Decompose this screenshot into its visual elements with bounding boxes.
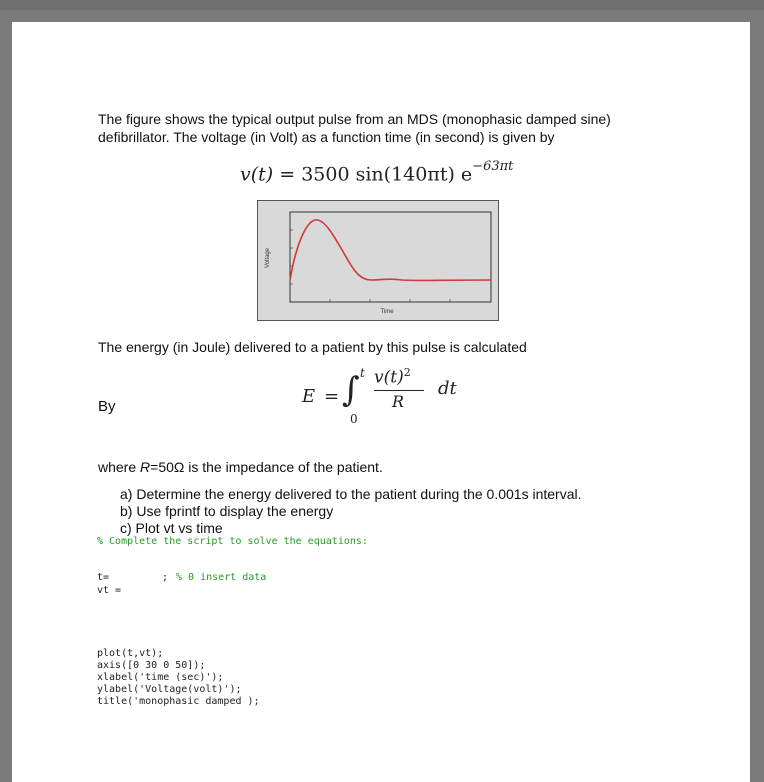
voltage-equation <box>240 159 514 186</box>
where-prefix: where <box>98 459 141 475</box>
fraction-bar <box>374 390 424 391</box>
energy-text: The energy (in Joule) delivered to a patient by this pulse is calculated <box>98 339 527 355</box>
energy-equation <box>302 366 472 428</box>
energy-equation-lhs: E <box>302 386 316 407</box>
figure-ylabel: Voltage <box>265 247 271 269</box>
integral-upper-limit: t <box>360 366 365 380</box>
task-item-a: a) Determine the energy delivered to the patient during the 0.001s interval. <box>120 486 582 502</box>
numerator-text: v(t) <box>374 367 404 388</box>
code-plot-line-1: plot(t,vt); <box>97 648 164 659</box>
task-list <box>120 486 582 537</box>
integral-sign: ∫ <box>342 370 360 410</box>
pulse-figure <box>257 200 499 321</box>
voltage-equation-lhs: v(t) <box>240 163 274 186</box>
code-vt-line: vt = <box>97 585 122 596</box>
code-header-comment: % Complete the script to solve the equations: <box>97 536 368 547</box>
voltage-equation-rhs: = 3500 sin(140πt) e <box>279 163 473 186</box>
integral-lower-limit: 0 <box>350 412 358 426</box>
code-t-line: t= <box>97 572 110 583</box>
code-t-semicolon: ; <box>162 572 169 583</box>
intro-line-1: The figure shows the typical output pulse from an MDS (monophasic damped sine) <box>98 111 611 127</box>
numerator-power: 2 <box>403 366 411 379</box>
document-page <box>12 22 750 782</box>
code-t-comment: % 0 insert data <box>176 572 267 583</box>
integral-differential: dt <box>438 378 457 399</box>
figure-xlabel: Time <box>380 309 394 315</box>
plot-area <box>290 212 491 302</box>
where-rest: =50Ω is the impedance of the patient. <box>150 459 383 475</box>
code-plot-line-2: axis([0 30 0 50]); <box>97 660 206 671</box>
code-plot-line-3: xlabel('time (sec)'); <box>97 672 224 683</box>
code-plot-line-4: ylabel('Voltage(volt)'); <box>97 684 242 695</box>
energy-equation-equals: = <box>324 386 340 407</box>
window-top-bar <box>0 0 764 10</box>
code-plot-line-5: title('monophasic damped ); <box>97 696 260 707</box>
by-label: By <box>98 398 116 415</box>
task-item-c: c) Plot vt vs time <box>120 520 223 536</box>
voltage-equation-exponent: −63πt <box>472 159 514 174</box>
intro-line-2: defibrillator. The voltage (in Volt) as a function time (in second) is given by <box>98 129 555 145</box>
task-item-b: b) Use fprintf to display the energy <box>120 503 334 519</box>
where-line <box>98 458 383 476</box>
fraction-denominator: R <box>392 392 405 411</box>
fraction-numerator <box>374 366 411 388</box>
where-variable: R <box>140 459 151 475</box>
